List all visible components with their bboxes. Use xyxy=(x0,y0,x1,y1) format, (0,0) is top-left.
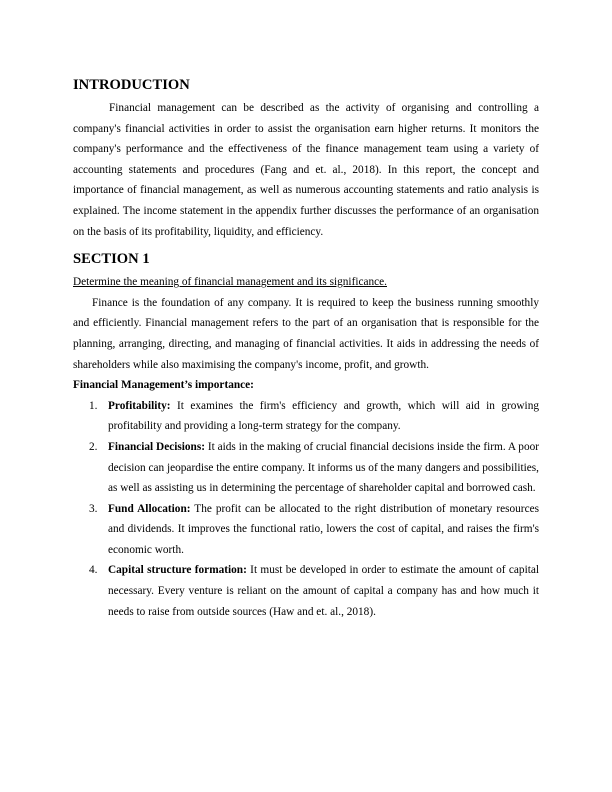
list-item-text: It must be developed in order to estimate the amount of capital necessary. Every venture is reliant on the amount of capital a company has and how much it needs to raise from outside sources (Haw and et. al., 2018). xyxy=(108,564,540,618)
introduction-paragraph: Financial management can be described as the activity of organising and controlling a company's financial activities in order to assist the organisation earn higher returns. It monitors the company's performance and the effectiveness of the finance management team using a variety of accounting statements and procedures (Fang and et. al., 2018). In this report, the concept and importance of financial management, as well as numerous accounting statements and ratio analysis is explained. The income statement in the appendix further discusses the performance of an organisation on the basis of its profitability, liquidity, and efficiency. xyxy=(73,102,539,238)
list-item-number: 4. xyxy=(89,564,98,577)
document-page xyxy=(73,76,539,622)
list-item-term: Financial Decisions: xyxy=(108,440,206,453)
introduction-heading: INTRODUCTION xyxy=(73,77,190,93)
section-1-subheading: Determine the meaning of financial management and its significance. xyxy=(73,276,387,289)
list-item-number: 1. xyxy=(89,399,98,412)
list-item-financial-decisions xyxy=(73,437,539,499)
list-item-number: 2. xyxy=(89,440,98,453)
list-item-text: The profit can be allocated to the right distribution of monetary resources and dividends. It improves the functional ratio, lowers the cost of capital, and raises the firm's economic worth. xyxy=(108,502,539,556)
list-item-text: It examines the firm's efficiency and growth, which will aid in growing profitability and providing a long-term strategy for the company. xyxy=(108,399,539,433)
list-item-term: Profitability: xyxy=(108,399,171,412)
list-item-term: Fund Allocation: xyxy=(108,502,191,515)
section-1-paragraph: Finance is the foundation of any company. It is required to keep the business running smoothly and efficiently. Financial management refers to the part of an organisation that is responsible for the planning, arranging, directing, and managing of financial activities. It aids in addressing the needs of shareholders while also maximising the company's income, profit, and growth. xyxy=(73,296,539,371)
list-item-profitability xyxy=(73,396,539,437)
importance-list xyxy=(73,396,539,623)
list-item-text: It aids in the making of crucial financial decisions inside the firm. A poor decision can jeopardise the entire company. It informs us of the many dangers and possibilities, as well as assisting us in determining the percentage of shareholder capital and borrowed cash. xyxy=(108,440,540,495)
list-item-fund-allocation xyxy=(73,499,539,561)
list-item-term: Capital structure formation: xyxy=(108,564,247,577)
list-item-capital-structure xyxy=(73,560,539,622)
list-item-number: 3. xyxy=(89,502,98,515)
section-1-heading: SECTION 1 xyxy=(73,251,150,268)
importance-title: Financial Management’s importance: xyxy=(73,379,254,392)
